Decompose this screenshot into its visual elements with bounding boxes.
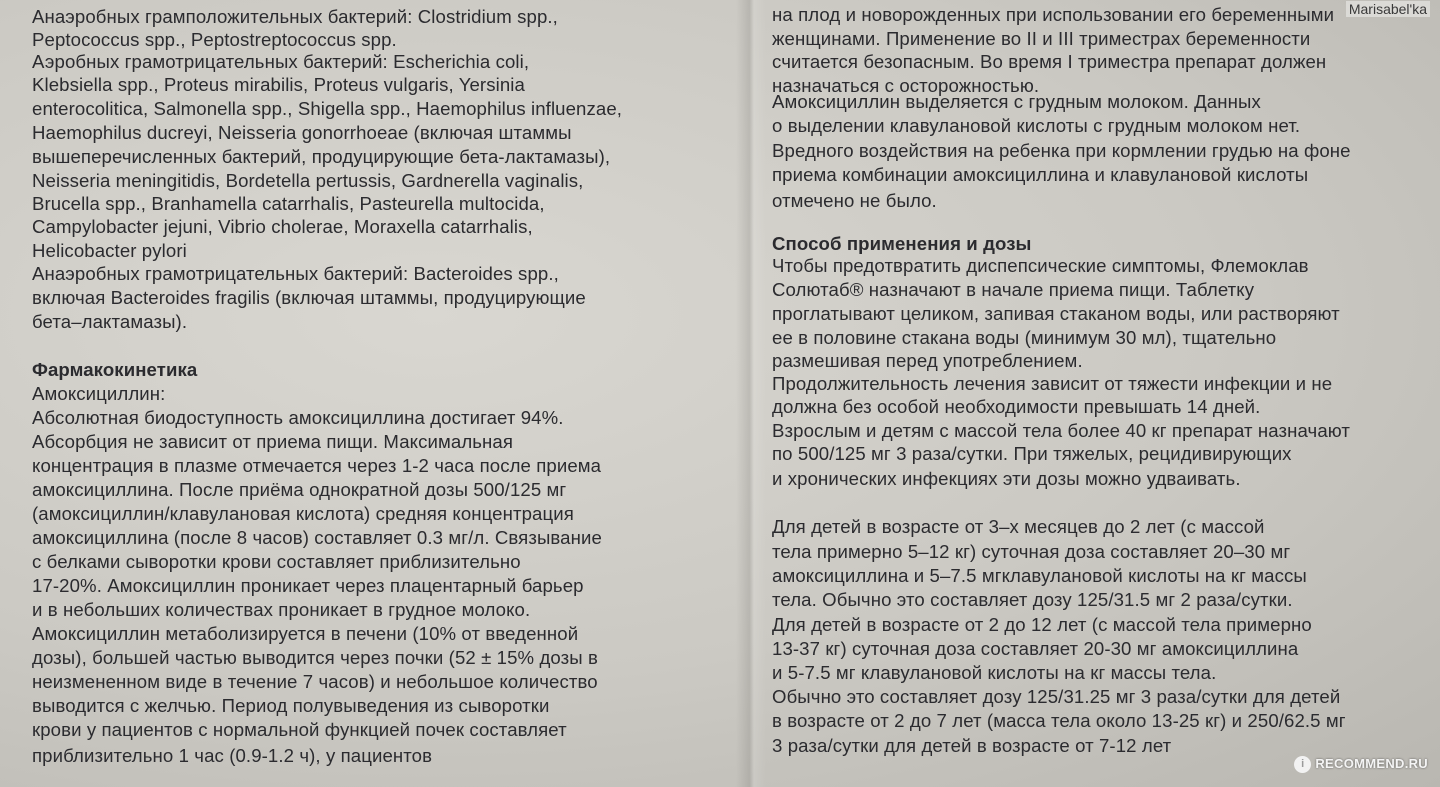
text-line: Амоксициллин выделяется с грудным молоком. Данных	[772, 91, 1261, 112]
text-line: приблизительно 1 час (0.9-1.2 ч), у пациентов	[32, 745, 433, 766]
text-line: Абсорбция не зависит от приема пищи. Максимальная	[32, 431, 514, 452]
text-line: Haemophilus ducreyi, Neisseria gonorrhoeae (включая штаммы	[32, 122, 572, 143]
text-line: приема комбинации амоксициллина и клавулановой кислоты	[772, 164, 1309, 185]
section-heading-dosage: Способ применения и дозы	[772, 233, 1032, 254]
paper-fold	[736, 0, 766, 787]
text-line: крови у пациентов с нормальной функцией почек составляет	[32, 719, 567, 740]
text-line: 3 раза/сутки для детей в возрасте от 7-12 лет	[772, 735, 1172, 756]
text-line: на плод и новорожденных при использовании его беременными	[772, 4, 1335, 25]
text-line: по 500/125 мг 3 раза/сутки. При тяжелых, рецидивирующих	[772, 443, 1292, 464]
text-line: 13-37 кг) суточная доза составляет 20-30 мг амоксициллина	[772, 638, 1299, 659]
text-line: амоксициллина и 5–7.5 мгклавулановой кислоты на кг массы	[772, 565, 1307, 586]
recommend-logo-icon: i	[1294, 756, 1311, 773]
text-line: Чтобы предотвратить диспепсические симптомы, Флемоклав	[772, 255, 1309, 276]
text-line: в возрасте от 2 до 7 лет (масса тела около 13-25 кг) и 250/62.5 мг	[772, 710, 1346, 731]
text-line: проглатывают целиком, запивая стаканом воды, или растворяют	[772, 303, 1340, 324]
text-line: 17-20%. Амоксициллин проникает через плацентарный барьер	[32, 575, 584, 596]
text-line: дозы), большей частью выводится через почки (52 ± 15% дозы в	[32, 647, 598, 668]
text-line: Аэробных грамотрицательных бактерий: Escherichia coli,	[32, 51, 530, 72]
text-line: Для детей в возрасте от 2 до 12 лет (с массой тела примерно	[772, 614, 1312, 635]
author-watermark: Marisabel'ka	[1346, 1, 1430, 17]
site-watermark-label: RECOMMEND.RU	[1315, 755, 1428, 771]
text-line: Обычно это составляет дозу 125/31.25 мг 3 раза/сутки для детей	[772, 686, 1341, 707]
text-line: Продолжительность лечения зависит от тяжести инфекции и не	[772, 373, 1333, 394]
text-line: Campylobacter jejuni, Vibrio cholerae, Moraxella catarrhalis,	[32, 216, 533, 237]
text-line: enterocolitica, Salmonella spp., Shigella spp., Haemophilus influenzae,	[32, 98, 623, 119]
text-line: Амоксициллин метаболизируется в печени (10% от введенной	[32, 623, 579, 644]
text-line: и хронических инфекциях эти дозы можно удваивать.	[772, 468, 1241, 489]
text-line: Анаэробных грамотрицательных бактерий: Bacteroides spp.,	[32, 263, 559, 284]
text-line: Brucella spp., Branhamella catarrhalis, Pasteurella multocida,	[32, 193, 545, 214]
text-line: Neisseria meningitidis, Bordetella pertussis, Gardnerella vaginalis,	[32, 170, 584, 191]
text-line: Для детей в возрасте от 3–х месяцев до 2 лет (с массой	[772, 516, 1265, 537]
text-line: считается безопасным. Во время I триместра препарат должен	[772, 51, 1327, 72]
site-watermark	[1294, 756, 1428, 773]
text-line: концентрация в плазме отмечается через 1-2 часа после приема	[32, 455, 602, 476]
text-line: неизмененном виде в течение 7 часов) и небольшое количество	[32, 671, 598, 692]
text-line: Вредного воздействия на ребенка при кормлении грудью на фоне	[772, 140, 1351, 161]
section-heading-pharmacokinetics: Фармакокинетика	[32, 359, 198, 380]
text-line: должна без особой необходимости превышать 14 дней.	[772, 396, 1261, 417]
text-line: вышеперечисленных бактерий, продуцирующие бета-лактамазы),	[32, 146, 611, 167]
text-line: тела. Обычно это составляет дозу 125/31.5 мг 2 раза/сутки.	[772, 589, 1293, 610]
text-line: амоксициллина (после 8 часов) составляет 0.3 мг/л. Связывание	[32, 527, 602, 548]
text-line: женщинами. Применение во II и III триместрах беременности	[772, 28, 1311, 49]
text-line: (амоксициллин/клавулановая кислота) средняя концентрация	[32, 503, 574, 524]
text-line: ее в половине стакана воды (минимум 30 мл), тщательно	[772, 327, 1277, 348]
text-line: Абсолютная биодоступность амоксициллина достигает 94%.	[32, 407, 564, 428]
text-line: Взрослым и детям с массой тела более 40 кг препарат назначают	[772, 420, 1351, 441]
text-line: о выделении клавулановой кислоты с грудным молоком нет.	[772, 115, 1301, 136]
text-line: размешивая перед употреблением.	[772, 350, 1083, 371]
text-line: Peptococcus spp., Peptostreptococcus spp.	[32, 29, 397, 50]
text-line: бета–лактамазы).	[32, 311, 188, 332]
text-line: и в небольших количествах проникает в грудное молоко.	[32, 599, 531, 620]
text-line: Helicobacter pylori	[32, 240, 187, 261]
text-line: отмечено не было.	[772, 190, 937, 211]
text-line: Klebsiella spp., Proteus mirabilis, Proteus vulgaris, Yersinia	[32, 74, 525, 95]
text-line: Анаэробных грамположительных бактерий: Clostridium spp.,	[32, 6, 558, 27]
text-line: тела примерно 5–12 кг) суточная доза составляет 20–30 мг	[772, 541, 1291, 562]
text-line: и 5-7.5 мг клавулановой кислоты на кг массы тела.	[772, 662, 1217, 683]
text-line: Амоксициллин:	[32, 383, 166, 404]
text-line: выводится с желчью. Период полувыведения из сыворотки	[32, 695, 550, 716]
text-line: включая Bacteroides fragilis (включая штаммы, продуцирующие	[32, 287, 586, 308]
text-line: Солютаб® назначают в начале приема пищи. Таблетку	[772, 279, 1255, 300]
text-line: назначаться с осторожностью.	[772, 75, 1040, 96]
text-line: с белками сыворотки крови составляет приблизительно	[32, 551, 521, 572]
text-line: амоксициллина. После приёма однократной дозы 500/125 мг	[32, 479, 567, 500]
